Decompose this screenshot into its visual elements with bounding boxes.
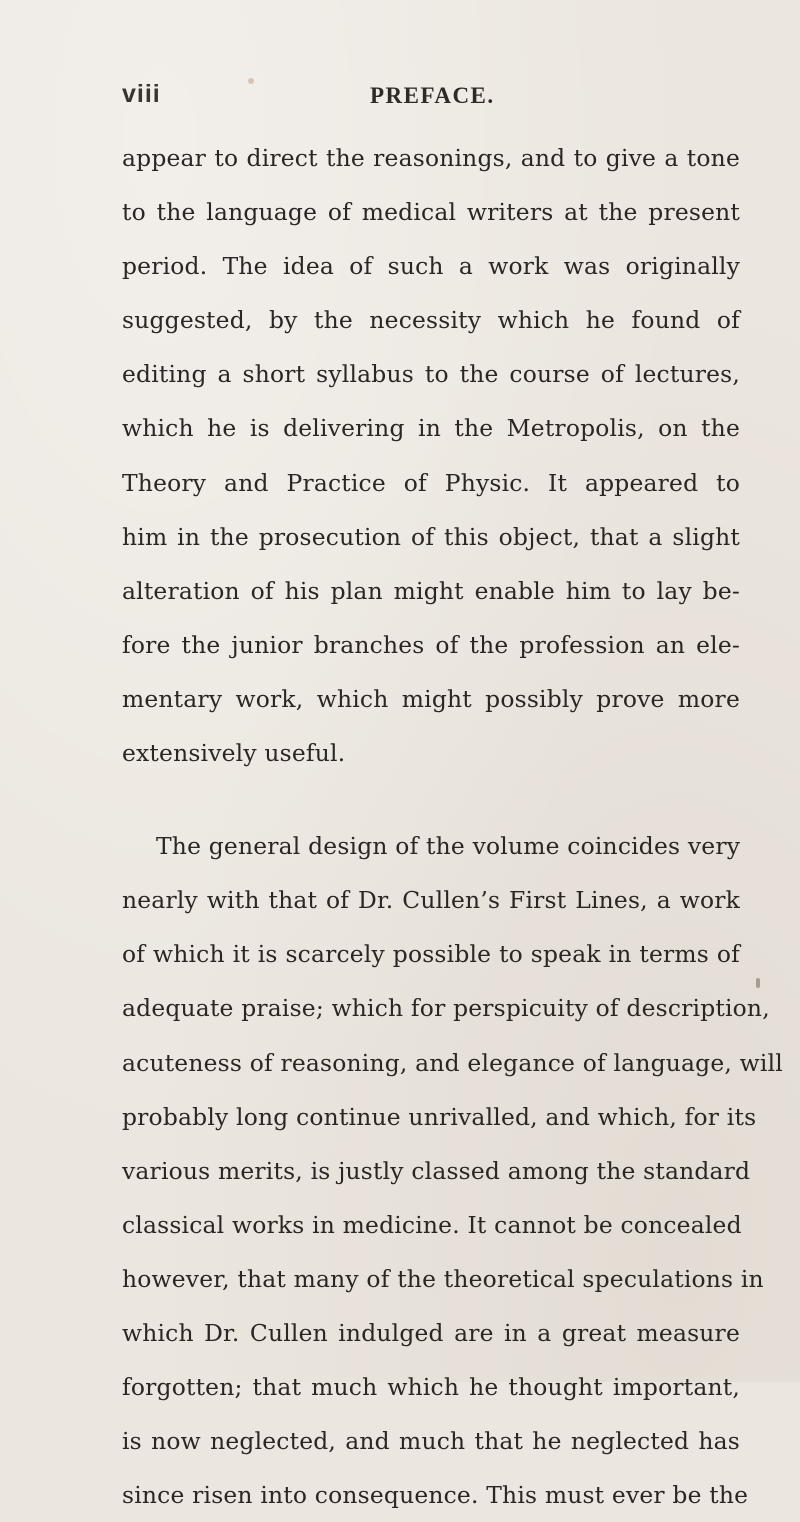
text-line: suggested, by the necessity which he found of bbox=[122, 306, 740, 335]
body-text bbox=[122, 131, 783, 1522]
text-line: to the language of medical writers at the present bbox=[122, 198, 740, 227]
running-title: PREFACE. bbox=[370, 83, 495, 108]
ink-speck bbox=[756, 978, 760, 988]
text-line: alteration of his plan might enable him to lay be- bbox=[122, 576, 740, 605]
ink-speck bbox=[248, 78, 254, 84]
paragraph-gap bbox=[122, 780, 740, 819]
text-line: editing a short syllabus to the course of lectures, bbox=[122, 360, 740, 389]
text-line: adequate praise; which for perspicuity of description, bbox=[122, 994, 770, 1023]
text-line: nearly with that of Dr. Cullen’s First Lines, a work bbox=[122, 886, 740, 915]
text-line: since risen into consequence. This must ever be the bbox=[122, 1481, 749, 1510]
text-line: probably long continue unrivalled, and which, for its bbox=[122, 1102, 757, 1131]
text-line: acuteness of reasoning, and elegance of language, will bbox=[122, 1048, 783, 1077]
text-line: him in the prosecution of this object, that a slight bbox=[122, 522, 740, 551]
paragraph-2 bbox=[122, 819, 783, 1522]
text-line: period. The idea of such a work was originally bbox=[122, 252, 740, 281]
text-line: however, that many of the theoretical speculations in bbox=[122, 1264, 764, 1293]
text-line: Theory and Practice of Physic. It appeared to bbox=[122, 468, 740, 497]
text-line: which he is delivering in the Metropolis, on the bbox=[122, 414, 740, 443]
paragraph-1 bbox=[122, 131, 740, 780]
text-line: appear to direct the reasonings, and to give a tone bbox=[122, 144, 740, 172]
text-line: classical works in medicine. It cannot be concealed bbox=[122, 1210, 742, 1239]
text-line: forgotten; that much which he thought important, bbox=[122, 1373, 740, 1402]
text-line: fore the junior branches of the profession an ele- bbox=[122, 630, 740, 659]
text-line: is now neglected, and much that he neglected has bbox=[122, 1427, 740, 1456]
page-number: viii bbox=[122, 80, 161, 108]
text-line: extensively useful. bbox=[122, 739, 346, 768]
text-line: of which it is scarcely possible to speak in terms of bbox=[122, 940, 740, 969]
text-line: various merits, is justly classed among the standard bbox=[122, 1156, 751, 1185]
text-line: The general design of the volume coincides very bbox=[156, 832, 741, 861]
page-header bbox=[122, 80, 742, 120]
text-line: mentary work, which might possibly prove more bbox=[122, 684, 740, 713]
text-line: which Dr. Cullen indulged are in a great measure bbox=[122, 1318, 740, 1347]
